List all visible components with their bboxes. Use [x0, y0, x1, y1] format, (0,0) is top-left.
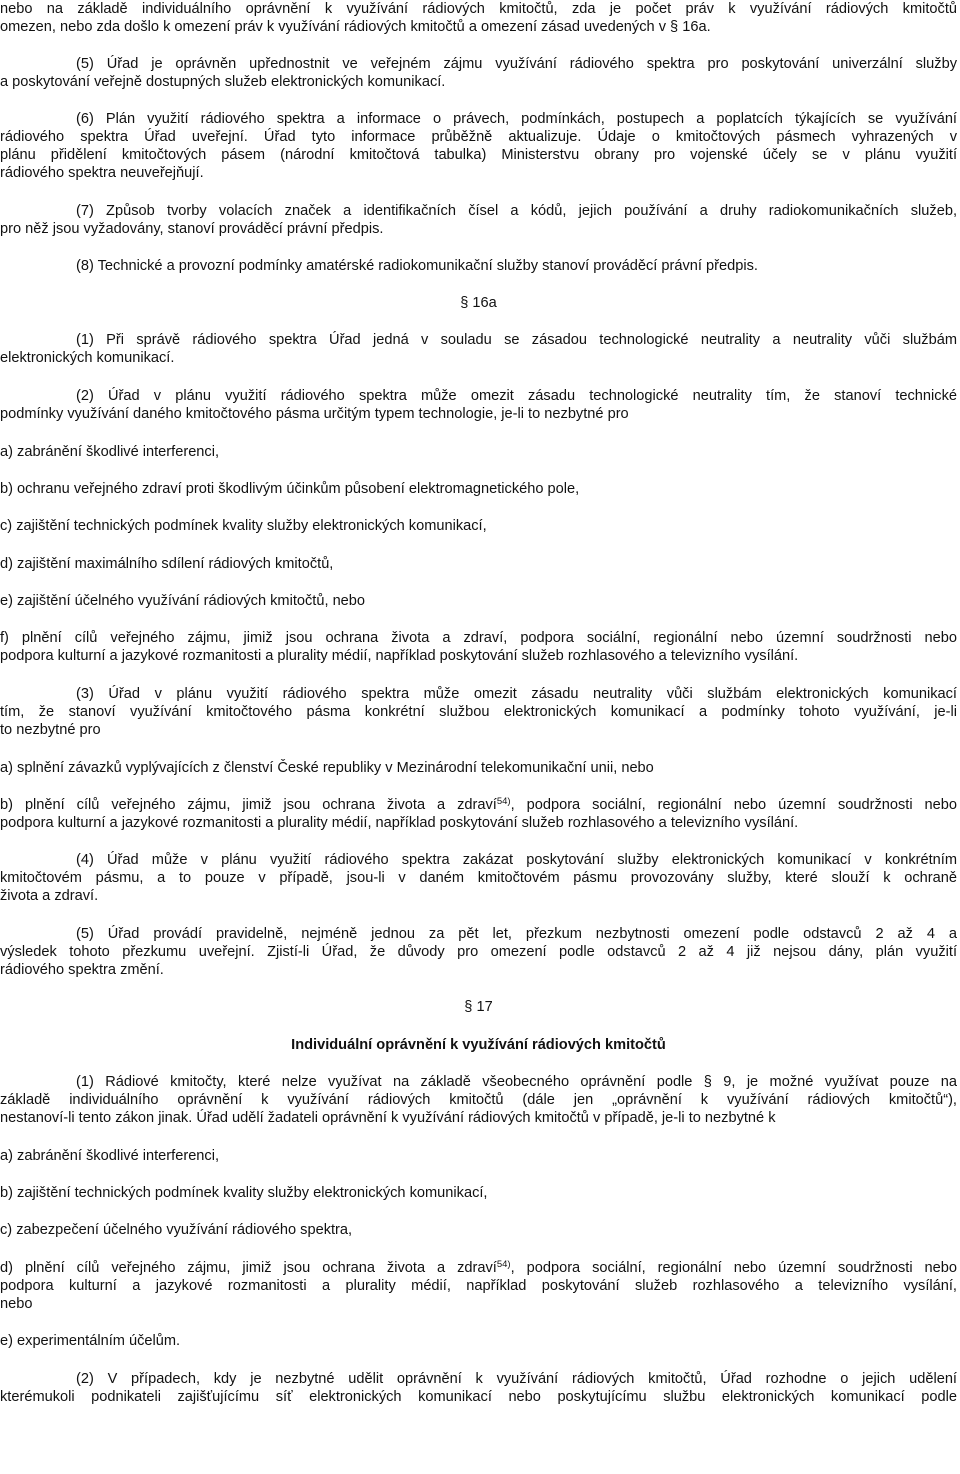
paragraph-line	[0, 405, 957, 424]
line-text: d) plnění cílů veřejného zájmu, jimiž jsou ochrana života a zdraví	[0, 1260, 497, 1276]
line-text: života a zdraví.	[0, 888, 99, 904]
line-text: (5) Úřad je oprávněn upřednostnit ve veřejném zájmu využívání rádiového spektra pro poskytování univerzální služby	[76, 56, 957, 72]
line-text: (1) Při správě rádiového spektra Úřad jedná v souladu se zásadou technologické neutrality a neutrality vůči službám	[76, 332, 957, 348]
line-text: b) zajištění technických podmínek kvality služby elektronických komunikací,	[0, 1185, 488, 1201]
line-text: rádiového spektra změní.	[0, 962, 164, 978]
paragraph-line	[0, 814, 957, 833]
paragraph-first-line	[76, 387, 957, 406]
footnote-reference: 54)	[496, 1259, 511, 1270]
paragraph-line	[0, 796, 957, 815]
line-text: (6) Plán využití rádiového spektra a informace o právech, podmínkách, postupech a poplatcích týkajících se využívání	[76, 111, 957, 127]
paragraph-line	[0, 869, 957, 888]
line-text: a) zabránění škodlivé interferenci,	[0, 444, 220, 460]
line-text: rádiového spektra neuveřejňují.	[0, 165, 204, 181]
line-text: to nezbytné pro	[0, 722, 101, 738]
list-item	[0, 592, 957, 611]
paragraph-line	[0, 943, 957, 962]
line-text: nebo na základě individuálního oprávnění k využívání rádiových kmitočtů, zda je počet práv k využívání rádiových kmitočtů	[0, 1, 957, 17]
paragraph-line	[0, 18, 957, 37]
paragraph-line	[0, 629, 957, 648]
list-item	[0, 1332, 957, 1351]
line-text: nebo	[0, 1296, 33, 1312]
list-item	[0, 517, 957, 536]
line-text: a) splnění závazků vyplývajících z členství České republiky v Mezinárodní telekomunikační unii, nebo	[0, 760, 654, 776]
line-text: plánu přidělení kmitočtových pásem (národní kmitočtová tabulka) Ministerstvu obrany pro vojenské účely se v plánu využití	[0, 147, 957, 163]
line-text: (4) Úřad může v plánu využití rádiového spektra zakázat poskytování služby elektronických komunikací v konkrétním	[76, 852, 957, 868]
list-item	[0, 759, 957, 778]
list-item	[0, 1221, 957, 1240]
section-heading	[0, 1036, 957, 1055]
line-text: § 16a	[460, 295, 497, 311]
line-text: podpora kulturní a jazykové rozmanitosti a plurality médií, například poskytování služeb rozhlasového a televizního vysílání.	[0, 815, 799, 831]
paragraph-line	[0, 0, 957, 19]
paragraph-first-line	[76, 1073, 957, 1092]
line-text: podpora kulturní a jazykové rozmanitosti a plurality médií, například poskytování služeb rozhlasového a televizního vysílání,	[0, 1278, 957, 1294]
paragraph-first-line	[76, 110, 957, 129]
line-text: (3) Úřad v plánu využití rádiového spektra může omezit zásadu neutrality vůči službám elektronických komunikací	[76, 686, 957, 702]
paragraph-first-line	[76, 331, 957, 350]
line-text: kterémukoli podnikateli zajišťujícímu síť elektronických komunikací nebo poskytujícímu službu elektronických komunikací podle	[0, 1389, 957, 1405]
line-text: omezen, nebo zda došlo k omezení práv k využívání rádiových kmitočtů a omezení zásad uvedených v § 16a.	[0, 19, 711, 35]
paragraph-line	[0, 146, 957, 165]
line-text: pro něž jsou vyžadovány, stanoví prováděcí právní předpis.	[0, 221, 384, 237]
line-text: e) zajištění účelného využívání rádiových kmitočtů, nebo	[0, 593, 366, 609]
line-text: b) ochranu veřejného zdraví proti škodlivým účinkům působení elektromagnetického pole,	[0, 481, 580, 497]
line-text-continued: , podpora sociální, regionální nebo územní soudržnosti nebo	[510, 797, 957, 813]
line-text: základě individuálního oprávnění k využívání rádiových kmitočtů (dále jen „oprávnění k využívání rádiových kmitočtů“),	[0, 1092, 957, 1108]
line-text: rádiového spektra Úřad uveřejní. Úřad tyto informace průběžně aktualizuje. Údaje o kmitočtových pásmech vyhrazených v	[0, 129, 957, 145]
section-number	[0, 998, 957, 1017]
paragraph-line	[0, 961, 957, 980]
line-text: tím, že stanoví využívání kmitočtového pásma konkrétní službou elektronických komunikací a podmínky tohoto využívání, je-li	[0, 704, 957, 720]
line-text: (2) V případech, kdy je nezbytné udělit oprávnění k využívání rádiových kmitočtů, Úřad rozhodne o jejich udělení	[76, 1371, 957, 1387]
line-text: Individuální oprávnění k využívání rádiových kmitočtů	[291, 1037, 666, 1053]
line-text: a) zabránění škodlivé interferenci,	[0, 1148, 220, 1164]
paragraph-line	[0, 1091, 957, 1110]
line-text-continued: , podpora sociální, regionální nebo územní soudržnosti nebo	[510, 1260, 957, 1276]
line-text: nestanoví-li tento zákon jinak. Úřad udělí žadateli oprávnění k využívání rádiových kmitočtů v případě, je-li to nezbytné k	[0, 1110, 776, 1126]
line-text: podpora kulturní a jazykové rozmanitosti a plurality médií, například poskytování služeb rozhlasového a televizního vysílání.	[0, 648, 799, 664]
line-text: d) zajištění maximálního sdílení rádiových kmitočtů,	[0, 556, 334, 572]
paragraph-first-line	[76, 202, 957, 221]
list-item	[0, 443, 957, 462]
line-text: elektronických komunikací.	[0, 350, 175, 366]
line-text: b) plnění cílů veřejného zájmu, jimiž jsou ochrana života a zdraví	[0, 797, 497, 813]
paragraph-first-line	[76, 925, 957, 944]
line-text: c) zabezpečení účelného využívání rádiového spektra,	[0, 1222, 353, 1238]
line-text: e) experimentálním účelům.	[0, 1333, 181, 1349]
paragraph-line	[0, 1388, 957, 1407]
paragraph-line	[0, 1295, 957, 1314]
list-item	[0, 1184, 957, 1203]
paragraph-line	[0, 647, 957, 666]
paragraph-line	[0, 703, 957, 722]
line-text: f) plnění cílů veřejného zájmu, jimiž jsou ochrana života a zdraví, podpora sociální, regionální nebo územní soudržnosti nebo	[0, 630, 957, 646]
paragraph-first-line	[76, 1370, 957, 1389]
line-text: (1) Rádiové kmitočty, které nelze využívat na základě všeobecného oprávnění podle § 9, je možné využívat pouze na	[76, 1074, 957, 1090]
footnote-reference: 54)	[496, 796, 511, 807]
paragraph-first-line	[76, 851, 957, 870]
paragraph-line	[76, 257, 957, 276]
line-text: (2) Úřad v plánu využití rádiového spektra může omezit zásadu technologické neutrality tím, že stanoví technické	[76, 388, 957, 404]
list-item	[0, 1147, 957, 1166]
line-text: (8) Technické a provozní podmínky amatérské radiokomunikační služby stanoví prováděcí právní předpis.	[76, 258, 758, 274]
list-item	[0, 480, 957, 499]
paragraph-first-line	[76, 685, 957, 704]
line-text: a poskytování veřejně dostupných služeb elektronických komunikací.	[0, 74, 446, 90]
line-text: podmínky využívání daného kmitočtového pásma určitým typem technologie, je-li to nezbytné pro	[0, 406, 629, 422]
paragraph-line	[0, 1109, 957, 1128]
line-text: § 17	[464, 999, 493, 1015]
paragraph-line	[0, 349, 957, 368]
line-text: (5) Úřad provádí pravidelně, nejméně jednou za pět let, přezkum nezbytnosti omezení podle odstavců 2 až 4 a	[76, 926, 957, 942]
paragraph-line	[0, 164, 957, 183]
paragraph-line	[0, 1277, 957, 1296]
line-text: c) zajištění technických podmínek kvality služby elektronických komunikací,	[0, 518, 487, 534]
paragraph-line	[0, 220, 957, 239]
section-number	[0, 294, 957, 313]
paragraph-line	[0, 128, 957, 147]
paragraph-line	[0, 1259, 957, 1278]
paragraph-first-line	[76, 55, 957, 74]
paragraph-line	[0, 887, 957, 906]
paragraph-line	[0, 721, 957, 740]
line-text: (7) Způsob tvorby volacích značek a identifikačních čísel a kódů, jejich používání a druhy radiokomunikačních služeb,	[76, 203, 957, 219]
line-text: výsledek tohoto přezkumu uveřejní. Zjistí-li Úřad, že důvody pro omezení podle odstavců 2 až 4 již nejsou dány, plán využití	[0, 944, 957, 960]
list-item	[0, 555, 957, 574]
paragraph-line	[0, 73, 957, 92]
line-text: kmitočtovém pásmu, a to pouze v případě, jsou-li v daném kmitočtovém pásmu provozovány služby, které slouží k ochraně	[0, 870, 957, 886]
